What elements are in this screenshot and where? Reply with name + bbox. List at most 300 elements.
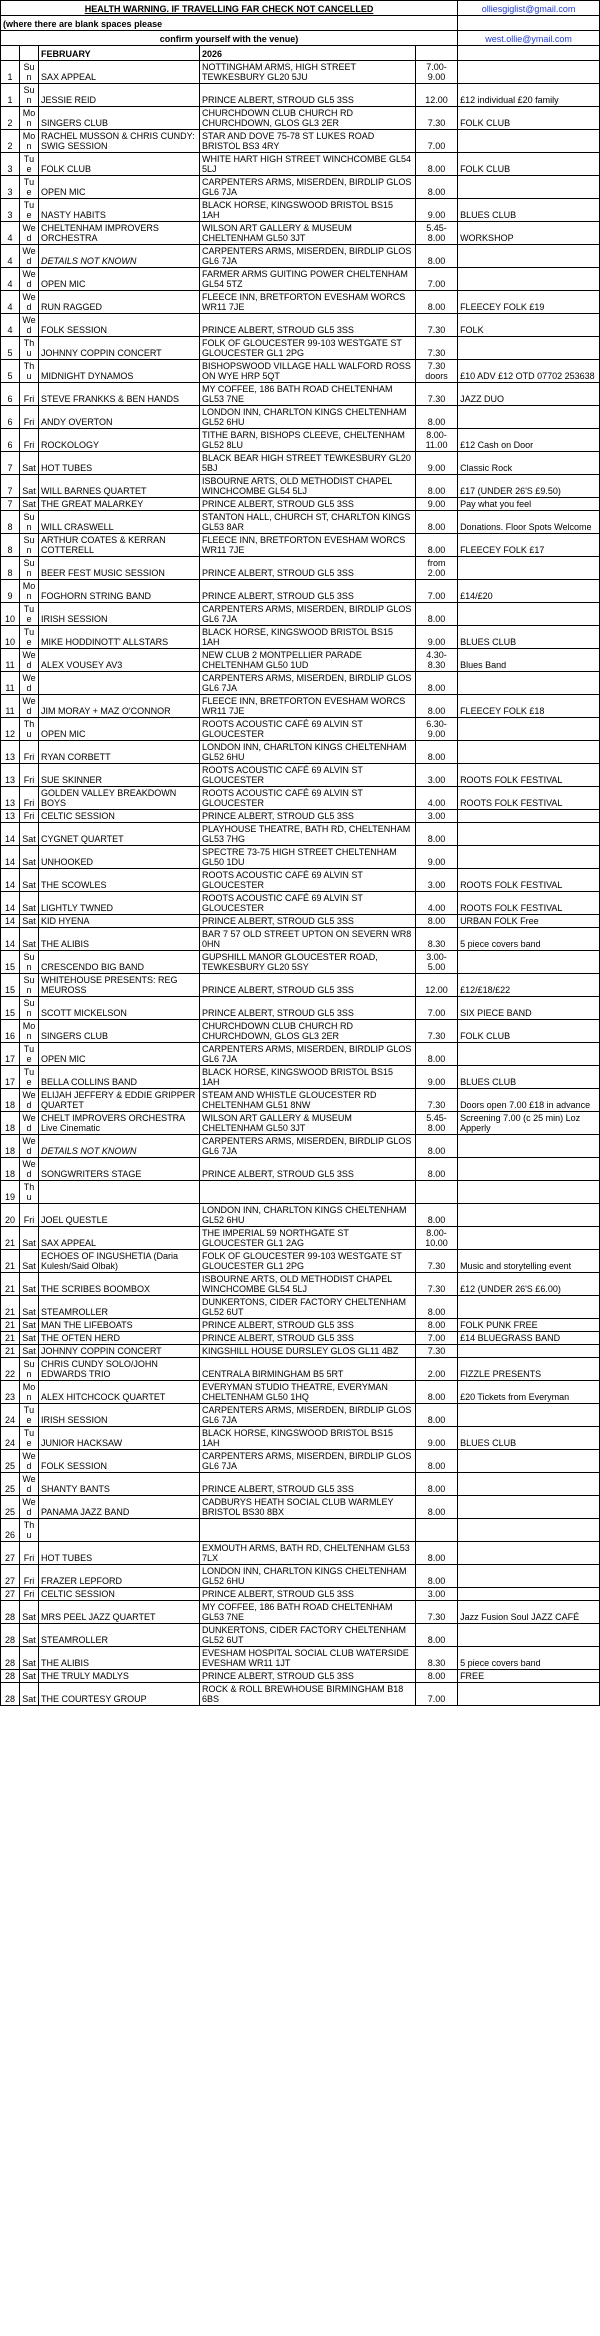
gig-weekday: Tue — [20, 1066, 39, 1089]
gig-row — [1, 406, 600, 429]
gig-notes: Donations. Floor Spots Welcome — [458, 511, 600, 534]
gig-act: GOLDEN VALLEY BREAKDOWN BOYS — [39, 787, 200, 810]
gig-act: THE GREAT MALARKEY — [39, 498, 200, 511]
gig-act: THE ALIBIS — [39, 1647, 200, 1670]
gig-weekday: Sun — [20, 61, 39, 84]
gig-act: SHANTY BANTS — [39, 1473, 200, 1496]
gig-notes: Jazz Fusion Soul JAZZ CAFÉ — [458, 1601, 600, 1624]
gig-time: 9.00 — [416, 1066, 458, 1089]
gig-venue: BLACK HORSE, KINGSWOOD BRISTOL BS15 1AH — [200, 1427, 416, 1450]
gig-day: 1 — [1, 84, 20, 107]
gig-day: 7 — [1, 452, 20, 475]
gig-weekday: Sat — [20, 475, 39, 498]
gig-notes: £10 ADV £12 OTD 07702 253638 — [458, 360, 600, 383]
gig-day: 25 — [1, 1473, 20, 1496]
gig-weekday: Sat — [20, 823, 39, 846]
gig-row — [1, 429, 600, 452]
gig-notes — [458, 176, 600, 199]
gig-row — [1, 557, 600, 580]
gig-row — [1, 475, 600, 498]
gig-act: ANDY OVERTON — [39, 406, 200, 429]
gig-venue: NEW CLUB 2 MONTPELLIER PARADE CHELTENHAM GL50 1UD — [200, 649, 416, 672]
gig-time: 8.00 — [416, 1296, 458, 1319]
gig-act: NASTY HABITS — [39, 199, 200, 222]
gig-time: 8.00 — [416, 1496, 458, 1519]
gig-act: RUN RAGGED — [39, 291, 200, 314]
gig-day: 14 — [1, 892, 20, 915]
gig-weekday: Sat — [20, 1319, 39, 1332]
gig-time: 8.00 — [416, 1450, 458, 1473]
gig-row — [1, 199, 600, 222]
gig-weekday: Fri — [20, 383, 39, 406]
gig-act: CHRIS CUNDY SOLO/JOHN EDWARDS TRIO — [39, 1358, 200, 1381]
gig-act: JOEL QUESTLE — [39, 1204, 200, 1227]
gig-notes: BLUES CLUB — [458, 626, 600, 649]
gig-venue: PRINCE ALBERT, STROUD GL5 3SS — [200, 84, 416, 107]
gig-act: ALEX HITCHCOCK QUARTET — [39, 1381, 200, 1404]
gig-time: 8.00 — [416, 291, 458, 314]
gig-act: IRISH SESSION — [39, 1404, 200, 1427]
gig-act: MRS PEEL JAZZ QUARTET — [39, 1601, 200, 1624]
gig-notes: BLUES CLUB — [458, 1427, 600, 1450]
gig-venue: PRINCE ALBERT, STROUD GL5 3SS — [200, 1670, 416, 1683]
gig-day: 28 — [1, 1683, 20, 1706]
gig-day: 27 — [1, 1565, 20, 1588]
gig-act: JOHNNY COPPIN CONCERT — [39, 337, 200, 360]
gig-notes: FIZZLE PRESENTS — [458, 1358, 600, 1381]
gig-time: 7.00 — [416, 1332, 458, 1345]
gig-weekday: Sat — [20, 1670, 39, 1683]
gig-day: 5 — [1, 337, 20, 360]
gig-notes — [458, 672, 600, 695]
gig-venue: WHITE HART HIGH STREET WINCHCOMBE GL54 5LJ — [200, 153, 416, 176]
gig-notes — [458, 1473, 600, 1496]
gig-time: 8.00 — [416, 1670, 458, 1683]
gig-row — [1, 741, 600, 764]
gig-venue: CARPENTERS ARMS, MISERDEN, BIRDLIP GLOS GL6 7JA — [200, 176, 416, 199]
gig-row — [1, 915, 600, 928]
gig-venue: ISBOURNE ARTS, OLD METHODIST CHAPEL WINCHCOMBE GL54 5LJ — [200, 475, 416, 498]
gig-act: UNHOOKED — [39, 846, 200, 869]
gig-time: 8.00 — [416, 603, 458, 626]
gig-time: 4.00 — [416, 892, 458, 915]
gig-notes — [458, 1496, 600, 1519]
gig-day: 14 — [1, 869, 20, 892]
gig-notes — [458, 1450, 600, 1473]
gig-act — [39, 1519, 200, 1542]
gig-time: 9.00 — [416, 846, 458, 869]
gig-weekday: Wed — [20, 291, 39, 314]
gig-weekday: Fri — [20, 429, 39, 452]
gig-weekday: Mon — [20, 580, 39, 603]
gig-weekday: Thu — [20, 337, 39, 360]
gig-venue: PRINCE ALBERT, STROUD GL5 3SS — [200, 1158, 416, 1181]
gig-time: 9.00 — [416, 199, 458, 222]
gig-time: 6.30-9.00 — [416, 718, 458, 741]
gig-row — [1, 1020, 600, 1043]
gig-notes — [458, 1542, 600, 1565]
gig-weekday: Sun — [20, 951, 39, 974]
gig-venue: BLACK HORSE, KINGSWOOD BRISTOL BS15 1AH — [200, 1066, 416, 1089]
gig-row — [1, 245, 600, 268]
gig-row — [1, 869, 600, 892]
gig-act: HOT TUBES — [39, 1542, 200, 1565]
gig-day: 28 — [1, 1601, 20, 1624]
gig-venue: GUPSHILL MANOR GLOUCESTER ROAD, TEWKESBURY GL20 5SY — [200, 951, 416, 974]
gig-time: 9.00 — [416, 498, 458, 511]
gig-notes — [458, 268, 600, 291]
gig-time: 8.00 — [416, 695, 458, 718]
gig-day: 7 — [1, 475, 20, 498]
gig-notes — [458, 1565, 600, 1588]
gig-time: 7.30 — [416, 337, 458, 360]
gig-venue: ROOTS ACOUSTIC CAFÉ 69 ALVIN ST GLOUCESTER — [200, 718, 416, 741]
gig-row — [1, 1066, 600, 1089]
gig-row — [1, 1043, 600, 1066]
gig-day: 15 — [1, 974, 20, 997]
gig-day: 12 — [1, 718, 20, 741]
gig-act: RACHEL MUSSON & CHRIS CUNDY: SWIG SESSION — [39, 130, 200, 153]
gig-row — [1, 974, 600, 997]
gig-notes: £12 (UNDER 26'S £6.00) — [458, 1273, 600, 1296]
gig-venue: DUNKERTONS, CIDER FACTORY CHELTENHAM GL52 6UT — [200, 1624, 416, 1647]
gig-day: 25 — [1, 1450, 20, 1473]
gig-notes — [458, 1683, 600, 1706]
gig-venue: PRINCE ALBERT, STROUD GL5 3SS — [200, 974, 416, 997]
gig-time: 5.45-8.00 — [416, 1112, 458, 1135]
gig-row — [1, 1588, 600, 1601]
gig-row — [1, 846, 600, 869]
gig-day: 6 — [1, 383, 20, 406]
gig-act: DETAILS NOT KNOWN — [39, 1135, 200, 1158]
gig-notes: FREE — [458, 1670, 600, 1683]
gig-day: 28 — [1, 1647, 20, 1670]
gig-day: 11 — [1, 695, 20, 718]
gig-time: 7.30 — [416, 314, 458, 337]
gig-notes: FLEECEY FOLK £19 — [458, 291, 600, 314]
gig-row — [1, 534, 600, 557]
gig-row — [1, 626, 600, 649]
gig-day: 15 — [1, 951, 20, 974]
gig-row — [1, 1683, 600, 1706]
gig-act: CELTIC SESSION — [39, 810, 200, 823]
gig-act: JOHNNY COPPIN CONCERT — [39, 1345, 200, 1358]
gig-day: 17 — [1, 1066, 20, 1089]
gig-time: 8.00 — [416, 823, 458, 846]
gig-notes: FLEECEY FOLK £18 — [458, 695, 600, 718]
email-link-1[interactable]: olliesgiglist@gmail.com — [458, 1, 600, 16]
gig-weekday: Wed — [20, 1496, 39, 1519]
gig-notes: Classic Rock — [458, 452, 600, 475]
gig-weekday: Tue — [20, 176, 39, 199]
gig-day: 18 — [1, 1158, 20, 1181]
gig-notes — [458, 557, 600, 580]
gig-notes: £20 Tickets from Everyman — [458, 1381, 600, 1404]
gig-time: 7.00 — [416, 1683, 458, 1706]
gig-act: LIGHTLY TWNED — [39, 892, 200, 915]
gig-time: 8.00-10.00 — [416, 1227, 458, 1250]
gig-act: WHITEHOUSE PRESENTS: REG MEUROSS — [39, 974, 200, 997]
gig-notes: WORKSHOP — [458, 222, 600, 245]
email-link-2[interactable]: west.ollie@ymail.com — [458, 31, 600, 46]
gig-day: 13 — [1, 741, 20, 764]
gig-row — [1, 452, 600, 475]
gig-row — [1, 603, 600, 626]
gig-row — [1, 1296, 600, 1319]
gig-day: 22 — [1, 1358, 20, 1381]
gig-row — [1, 498, 600, 511]
gig-act: FRAZER LEPFORD — [39, 1565, 200, 1588]
gig-weekday: Sat — [20, 1227, 39, 1250]
gig-time: 8.00 — [416, 1135, 458, 1158]
gig-venue: BLACK HORSE, KINGSWOOD BRISTOL BS15 1AH — [200, 626, 416, 649]
confirm-note-row — [1, 31, 600, 46]
gig-act: JESSIE REID — [39, 84, 200, 107]
gig-row — [1, 222, 600, 245]
gig-time: 8.00 — [416, 1204, 458, 1227]
gig-weekday: Sat — [20, 1250, 39, 1273]
gig-time: 7.00-9.00 — [416, 61, 458, 84]
gig-day: 4 — [1, 268, 20, 291]
gig-notes: ROOTS FOLK FESTIVAL — [458, 869, 600, 892]
gig-venue: CARPENTERS ARMS, MISERDEN, BIRDLIP GLOS GL6 7JA — [200, 245, 416, 268]
gig-act: MIDNIGHT DYNAMOS — [39, 360, 200, 383]
gig-act: ROCKOLOGY — [39, 429, 200, 452]
gig-day: 21 — [1, 1332, 20, 1345]
gig-weekday: Fri — [20, 406, 39, 429]
gig-day: 8 — [1, 511, 20, 534]
gig-row — [1, 997, 600, 1020]
gig-time: 3.00-5.00 — [416, 951, 458, 974]
gig-time: 8.00 — [416, 475, 458, 498]
gig-row — [1, 176, 600, 199]
gig-weekday: Fri — [20, 1565, 39, 1588]
gig-weekday: Sat — [20, 928, 39, 951]
gig-day: 4 — [1, 222, 20, 245]
gig-notes: SIX PIECE BAND — [458, 997, 600, 1020]
gig-act: DETAILS NOT KNOWN — [39, 245, 200, 268]
gig-venue: CADBURYS HEATH SOCIAL CLUB WARMLEY BRISTOL BS30 8BX — [200, 1496, 416, 1519]
gig-venue: PRINCE ALBERT, STROUD GL5 3SS — [200, 810, 416, 823]
gig-day: 19 — [1, 1181, 20, 1204]
month-label: FEBRUARY — [39, 46, 200, 61]
gig-time: 7.30 — [416, 1250, 458, 1273]
gig-row — [1, 810, 600, 823]
gig-time: 8.00 — [416, 1319, 458, 1332]
gig-time: 7.00 — [416, 130, 458, 153]
gig-weekday: Sat — [20, 915, 39, 928]
gig-time: 7.30 — [416, 1020, 458, 1043]
gig-venue — [200, 1181, 416, 1204]
gig-time: 8.00 — [416, 1473, 458, 1496]
gig-weekday: Tue — [20, 153, 39, 176]
gig-notes: FOLK CLUB — [458, 1020, 600, 1043]
gig-day: 14 — [1, 846, 20, 869]
gig-act: WILL BARNES QUARTET — [39, 475, 200, 498]
gig-venue: LONDON INN, CHARLTON KINGS CHELTENHAM GL52 6HU — [200, 741, 416, 764]
gig-weekday: Wed — [20, 245, 39, 268]
gig-row — [1, 1227, 600, 1250]
gig-day: 1 — [1, 61, 20, 84]
gig-weekday: Wed — [20, 1089, 39, 1112]
gig-row — [1, 314, 600, 337]
gig-notes — [458, 1588, 600, 1601]
gig-time: 7.30 — [416, 1273, 458, 1296]
gig-notes: ROOTS FOLK FESTIVAL — [458, 892, 600, 915]
gig-weekday: Fri — [20, 787, 39, 810]
gig-venue: PRINCE ALBERT, STROUD GL5 3SS — [200, 1332, 416, 1345]
gig-weekday: Sun — [20, 974, 39, 997]
gig-act: FOGHORN STRING BAND — [39, 580, 200, 603]
gig-row — [1, 695, 600, 718]
gig-time: 8.00 — [416, 511, 458, 534]
gig-time: 8.30 — [416, 928, 458, 951]
gig-venue: PRINCE ALBERT, STROUD GL5 3SS — [200, 314, 416, 337]
gig-day: 24 — [1, 1427, 20, 1450]
gig-act: IRISH SESSION — [39, 603, 200, 626]
gig-row — [1, 1670, 600, 1683]
gig-time: 9.00 — [416, 626, 458, 649]
gig-weekday: Sat — [20, 1601, 39, 1624]
gig-weekday: Wed — [20, 314, 39, 337]
gig-weekday: Tue — [20, 1427, 39, 1450]
gig-time: 9.00 — [416, 1427, 458, 1450]
health-warning-row — [1, 1, 600, 16]
gig-weekday: Sun — [20, 1358, 39, 1381]
gig-venue: SPECTRE 73-75 HIGH STREET CHELTENHAM GL50 1DU — [200, 846, 416, 869]
gig-day: 25 — [1, 1496, 20, 1519]
gig-act: THE ALIBIS — [39, 928, 200, 951]
gig-day: 16 — [1, 1020, 20, 1043]
gig-time: 8.00 — [416, 1158, 458, 1181]
gig-weekday: Thu — [20, 718, 39, 741]
gig-weekday: Sat — [20, 1345, 39, 1358]
gig-act: BELLA COLLINS BAND — [39, 1066, 200, 1089]
gig-venue: STANTON HALL, CHURCH ST, CHARLTON KINGS GL53 8AR — [200, 511, 416, 534]
gig-notes — [458, 823, 600, 846]
gig-act: SINGERS CLUB — [39, 1020, 200, 1043]
gig-act — [39, 1181, 200, 1204]
gig-weekday: Thu — [20, 360, 39, 383]
gig-notes — [458, 846, 600, 869]
gig-weekday: Tue — [20, 1404, 39, 1427]
gig-notes: FOLK CLUB — [458, 153, 600, 176]
gig-day: 10 — [1, 626, 20, 649]
gig-notes: 5 piece covers band — [458, 928, 600, 951]
gig-day: 2 — [1, 130, 20, 153]
gig-weekday: Wed — [20, 649, 39, 672]
gig-notes — [458, 130, 600, 153]
gig-row — [1, 130, 600, 153]
gig-act: OPEN MIC — [39, 1043, 200, 1066]
gig-row — [1, 1542, 600, 1565]
gig-venue: PRINCE ALBERT, STROUD GL5 3SS — [200, 498, 416, 511]
gig-notes: FLEECEY FOLK £17 — [458, 534, 600, 557]
gig-act: OPEN MIC — [39, 268, 200, 291]
gig-day: 28 — [1, 1670, 20, 1683]
gig-act: THE OFTEN HERD — [39, 1332, 200, 1345]
gig-weekday: Sun — [20, 997, 39, 1020]
gig-time: 8.00 — [416, 176, 458, 199]
gig-notes: £12 Cash on Door — [458, 429, 600, 452]
gig-venue: LONDON INN, CHARLTON KINGS CHELTENHAM GL52 6HU — [200, 1565, 416, 1588]
gig-act: JUNIOR HACKSAW — [39, 1427, 200, 1450]
gig-venue: CARPENTERS ARMS, MISERDEN, BIRDLIP GLOS GL6 7JA — [200, 603, 416, 626]
gig-notes: £12 individual £20 family — [458, 84, 600, 107]
gig-notes — [458, 1624, 600, 1647]
gig-time: 8.00 — [416, 741, 458, 764]
gig-venue: EVERYMAN STUDIO THEATRE, EVERYMAN CHELTENHAM GL50 1HQ — [200, 1381, 416, 1404]
gig-venue: MY COFFEE, 186 BATH ROAD CHELTENHAM GL53 7NE — [200, 383, 416, 406]
gig-venue: DUNKERTONS, CIDER FACTORY CHELTENHAM GL52 6UT — [200, 1296, 416, 1319]
gig-venue: PRINCE ALBERT, STROUD GL5 3SS — [200, 997, 416, 1020]
gig-venue: EVESHAM HOSPITAL SOCIAL CLUB WATERSIDE EVESHAM WR11 1JT — [200, 1647, 416, 1670]
gig-act: ELIJAH JEFFERY & EDDIE GRIPPER QUARTET — [39, 1089, 200, 1112]
gig-day: 24 — [1, 1404, 20, 1427]
gig-act: SONGWRITERS STAGE — [39, 1158, 200, 1181]
gig-day: 20 — [1, 1204, 20, 1227]
gig-notes — [458, 1345, 600, 1358]
gig-time: 8.00 — [416, 1542, 458, 1565]
gig-venue: ROOTS ACOUSTIC CAFÉ 69 ALVIN ST GLOUCESTER — [200, 892, 416, 915]
health-warning: HEALTH WARNING. IF TRAVELLING FAR CHECK NOT CANCELLED — [1, 1, 458, 16]
gig-day: 8 — [1, 557, 20, 580]
gig-day: 21 — [1, 1345, 20, 1358]
gig-row — [1, 672, 600, 695]
gig-time: 3.00 — [416, 869, 458, 892]
gig-weekday: Sat — [20, 452, 39, 475]
gig-weekday: Wed — [20, 268, 39, 291]
gig-day: 5 — [1, 360, 20, 383]
gig-day: 4 — [1, 291, 20, 314]
gig-act: THE COURTESY GROUP — [39, 1683, 200, 1706]
gig-notes: JAZZ DUO — [458, 383, 600, 406]
gig-act: CELTIC SESSION — [39, 1588, 200, 1601]
gig-row — [1, 1204, 600, 1227]
gig-notes: 5 piece covers band — [458, 1647, 600, 1670]
gig-day: 21 — [1, 1273, 20, 1296]
gig-day: 21 — [1, 1227, 20, 1250]
gig-row — [1, 1319, 600, 1332]
gig-row — [1, 787, 600, 810]
gig-notes — [458, 406, 600, 429]
gig-day: 15 — [1, 997, 20, 1020]
gig-day: 27 — [1, 1542, 20, 1565]
gig-row — [1, 718, 600, 741]
gig-act: ALEX VOUSEY AV3 — [39, 649, 200, 672]
gig-day: 18 — [1, 1089, 20, 1112]
gig-row — [1, 1089, 600, 1112]
gig-venue: FLEECE INN, BRETFORTON EVESHAM WORCS WR11 7JE — [200, 534, 416, 557]
gig-venue: CHURCHDOWN CLUB CHURCH RD CHURCHDOWN, GLOS GL3 2ER — [200, 1020, 416, 1043]
gig-row — [1, 61, 600, 84]
gig-weekday: Mon — [20, 1020, 39, 1043]
gig-row — [1, 928, 600, 951]
gig-row — [1, 153, 600, 176]
gig-weekday: Sat — [20, 1296, 39, 1319]
gig-notes — [458, 1181, 600, 1204]
gig-act: STEAMROLLER — [39, 1296, 200, 1319]
gig-time: 8.00 — [416, 1404, 458, 1427]
gig-weekday: Wed — [20, 222, 39, 245]
gig-row — [1, 1358, 600, 1381]
gig-row — [1, 1427, 600, 1450]
gig-act: ECHOES OF INGUSHETIA (Daria Kulesh/Said Olbak) — [39, 1250, 200, 1273]
gig-time: 8.30 — [416, 1647, 458, 1670]
gig-time: 12.00 — [416, 974, 458, 997]
gig-weekday: Tue — [20, 1043, 39, 1066]
gig-venue — [200, 1519, 416, 1542]
